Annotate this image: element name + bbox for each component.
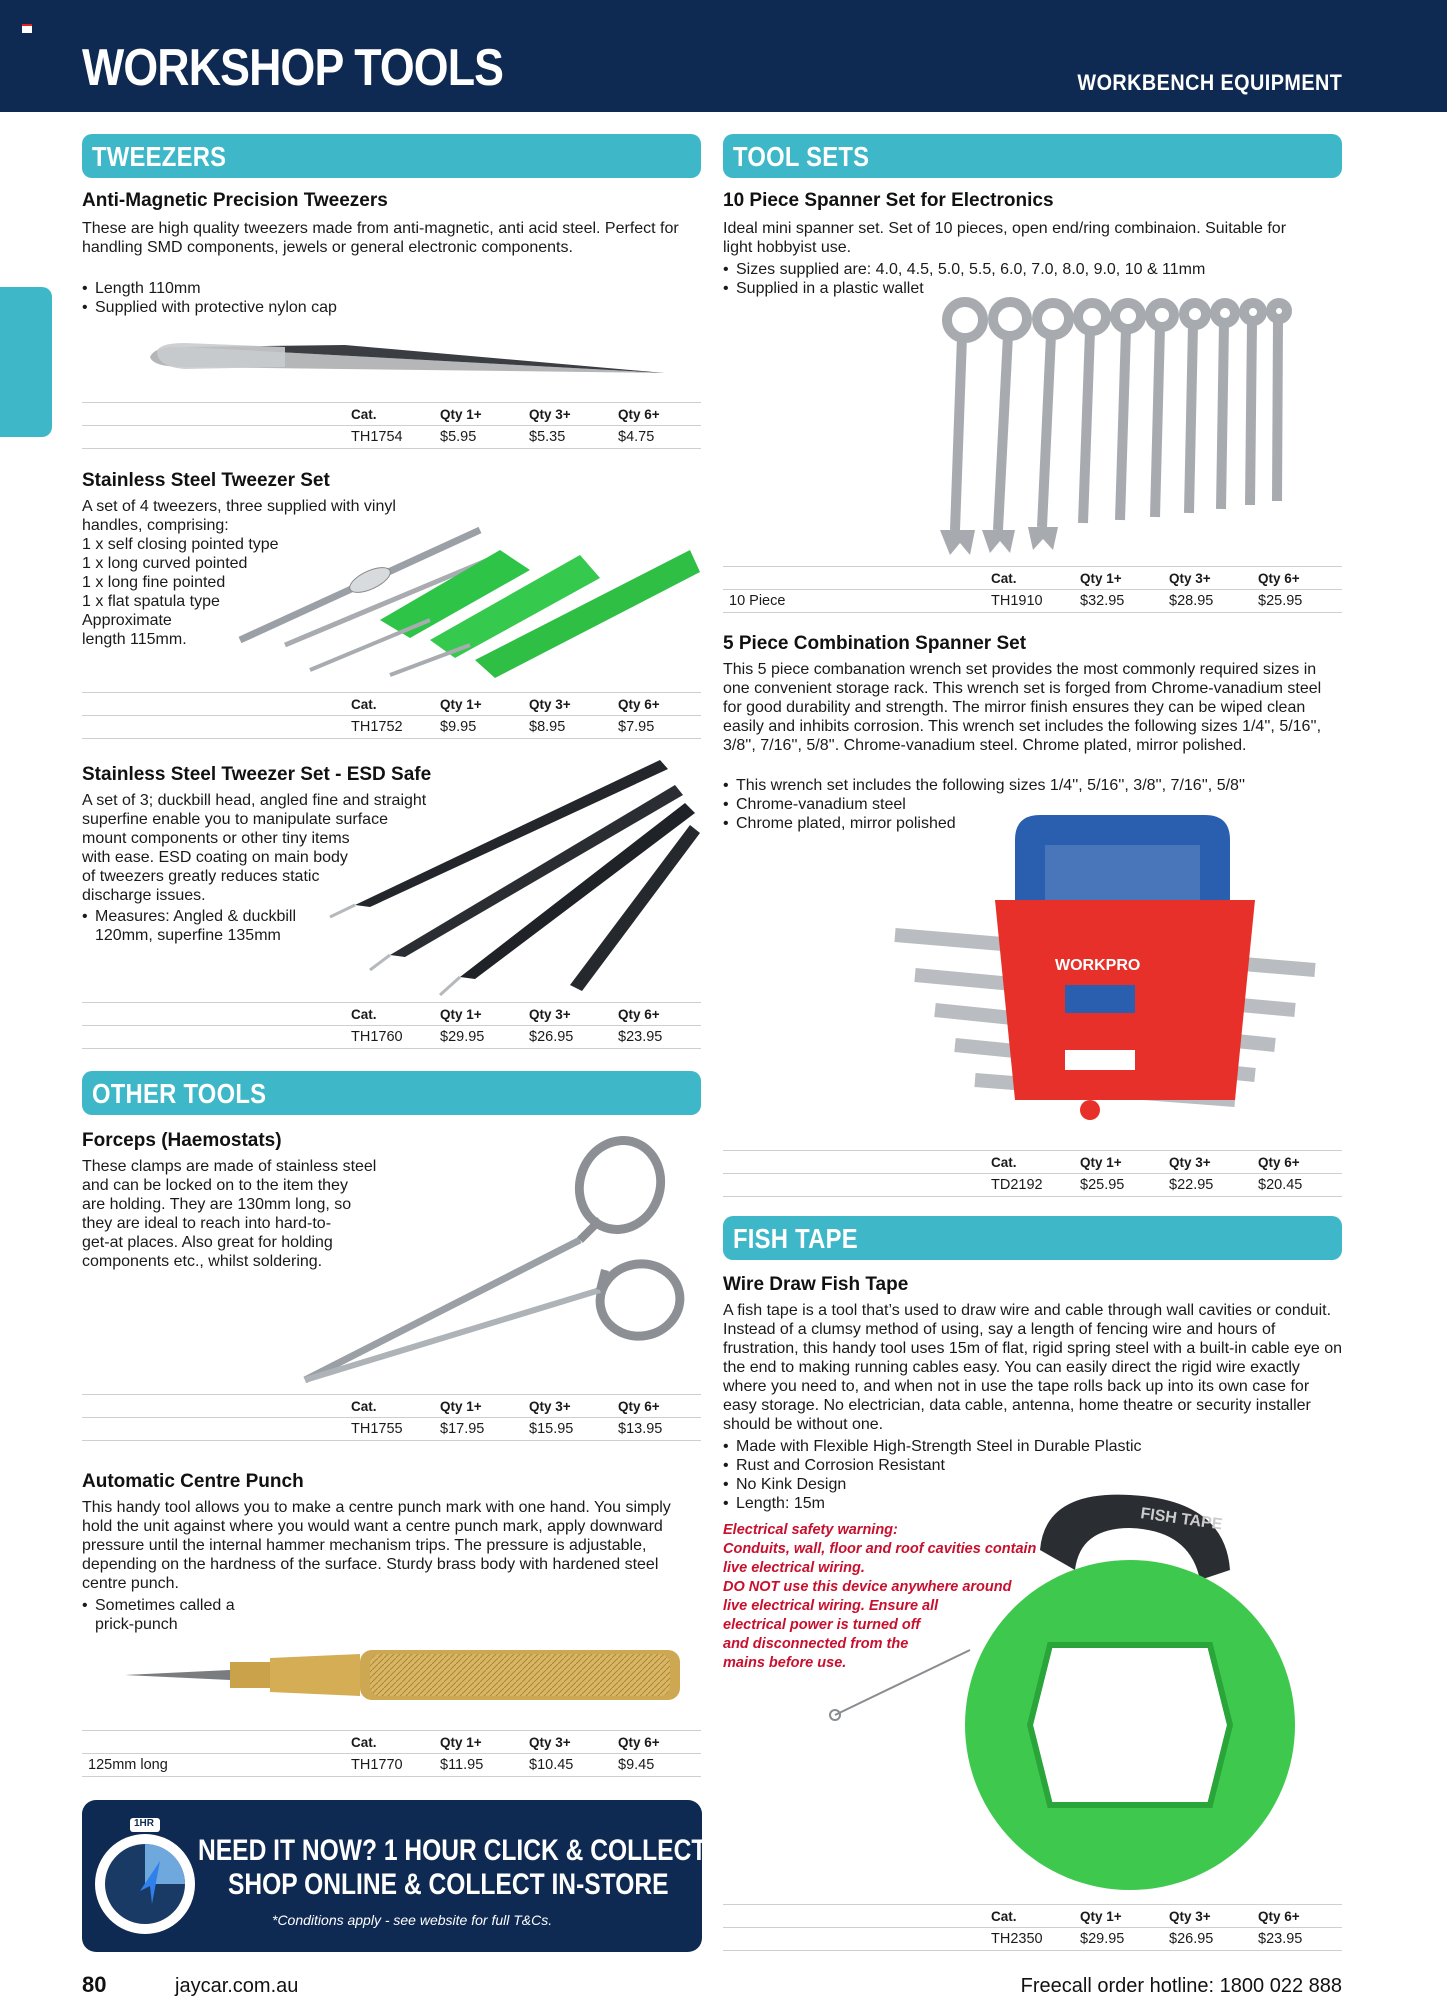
product-title-spanner5: 5 Piece Combination Spanner Set xyxy=(723,633,1027,654)
product-desc-spanner10: Ideal mini spanner set. Set of 10 pieces, open end/ring combinaion. Suitable for light hobbyist use. xyxy=(723,220,1287,256)
col-q6: Qty 6+ xyxy=(1258,570,1300,586)
bullet: • Supplied in a plastic wallet xyxy=(723,279,1343,298)
desc-line: 1 x flat spatula type xyxy=(82,593,220,610)
row-q6: $7.95 xyxy=(618,719,655,735)
bullet: • Supplied with protective nylon cap xyxy=(82,298,682,317)
col-cat: Cat. xyxy=(351,1006,377,1022)
click-collect-banner[interactable] xyxy=(82,1800,707,1952)
warning-line: mains before use. xyxy=(723,1655,847,1671)
bullet: • Sizes supplied are: 4.0, 4.5, 5.0, 5.5, 6.0, 7.0, 8.0, 9.0, 10 & 11mm xyxy=(723,260,1343,279)
tweezer-set-image xyxy=(230,510,700,680)
row-label xyxy=(82,1026,351,1049)
page-header xyxy=(0,0,1447,112)
forceps-image xyxy=(300,1130,700,1390)
product-title-forceps: Forceps (Haemostats) xyxy=(82,1130,282,1151)
row-q3: $26.95 xyxy=(529,1029,574,1045)
desc-line: with ease. ESD coating on main body xyxy=(82,849,348,866)
col-q3: Qty 3+ xyxy=(529,1006,571,1022)
side-tab-marker xyxy=(0,287,52,437)
combination-spanner-image xyxy=(875,810,1345,1130)
desc-line: discharge issues. xyxy=(82,887,206,904)
col-q6: Qty 6+ xyxy=(618,696,660,712)
tweezers-image xyxy=(145,333,685,383)
page-subtitle: WORKBENCH EQUIPMENT xyxy=(1077,70,1342,95)
badge-1hr: 1HR xyxy=(134,1818,155,1829)
table-header-row xyxy=(82,403,701,426)
product-desc-spanner5: This 5 piece combanation wrench set provides the most commonly required sizes in one convenient storage rack. This wrench set is forged from Chrome-vanadium steel for good durability and strength. The mirror finish ensures they can be wiped clean easily and inhibits corrosion. This wrench set includes the following sizes 1/4'', 5/16'', 3/8'', 7/16'', 5/8''. Chrome-vanadium steel. Chrome plated, mirror polished. xyxy=(723,661,1322,754)
fish-tape-label: FISH TAPE xyxy=(1139,1505,1224,1534)
col-q3: Qty 3+ xyxy=(1169,1908,1211,1924)
col-cat: Cat. xyxy=(351,406,377,422)
col-cat: Cat. xyxy=(991,1154,1017,1170)
col-q1: Qty 1+ xyxy=(440,1734,482,1750)
desc-line: handles, comprising: xyxy=(82,517,229,534)
esd-tweezers-image xyxy=(350,755,700,995)
promo-line2: SHOP ONLINE & COLLECT IN-STORE xyxy=(228,1868,669,1901)
desc-line: components etc., whilst soldering. xyxy=(82,1253,323,1270)
desc-line: are holding. They are 130mm long, so xyxy=(82,1196,352,1213)
stopwatch-icon xyxy=(90,1816,200,1936)
price-table-fishtape xyxy=(723,1904,1342,1951)
col-cat: Cat. xyxy=(351,1398,377,1414)
warning-line: and disconnected from the xyxy=(723,1636,909,1652)
row-q1: $29.95 xyxy=(1080,1931,1125,1947)
bullet: • Length: 15m xyxy=(723,1494,1343,1513)
row-cat: TH1755 xyxy=(351,1421,403,1437)
row-cat: TH1760 xyxy=(351,1029,403,1045)
bullet: • Length 110mm xyxy=(82,279,682,298)
table-header-row xyxy=(82,693,701,716)
col-q6: Qty 6+ xyxy=(618,1006,660,1022)
section-title: OTHER TOOLS xyxy=(92,1078,267,1109)
row-cat: TH1770 xyxy=(351,1757,403,1773)
col-cat: Cat. xyxy=(991,570,1017,586)
col-cat: Cat. xyxy=(351,696,377,712)
table-row xyxy=(82,1026,701,1049)
row-label: 125mm long xyxy=(88,1757,168,1773)
desc-line: of tweezers greatly reduces static xyxy=(82,868,320,885)
table-row xyxy=(723,590,1342,613)
row-q3: $8.95 xyxy=(529,719,566,735)
table-row xyxy=(723,1174,1342,1197)
row-q6: $23.95 xyxy=(1258,1931,1303,1947)
bullet xyxy=(82,1596,382,1634)
table-header-row xyxy=(82,1731,701,1754)
row-q6: $4.75 xyxy=(618,429,655,445)
row-cat: TH1752 xyxy=(351,719,403,735)
bullet: • Made with Flexible High-Strength Steel in Durable Plastic xyxy=(723,1437,1343,1456)
table-row xyxy=(723,1928,1342,1951)
product-desc-punch: This handy tool allows you to make a centre punch mark with one hand. You simply hold the unit against where you would want a centre punch mark, apply downward pressure until the internal hammer mechanism trips. The pressure is adjustable, depending on the hardness of the surface. Sturdy brass body with hardened steel centre punch. xyxy=(82,1499,671,1592)
bullet-line: Measures: Angled & duckbill xyxy=(95,908,296,925)
row-label xyxy=(723,1928,991,1951)
row-q1: $25.95 xyxy=(1080,1177,1125,1193)
promo-note: *Conditions apply - see website for full T&Cs. xyxy=(272,1912,553,1928)
row-cat: TH1754 xyxy=(351,429,403,445)
warning-line: DO NOT use this device anywhere around xyxy=(723,1579,1012,1595)
spanner-set-image xyxy=(940,295,1330,560)
fish-tape-image xyxy=(830,1490,1360,1910)
desc-line: and can be locked on to the item they xyxy=(82,1177,348,1194)
row-cat: TD2192 xyxy=(991,1177,1043,1193)
col-q3: Qty 3+ xyxy=(529,406,571,422)
col-q3: Qty 3+ xyxy=(529,1734,571,1750)
row-label xyxy=(723,1174,991,1197)
col-q3: Qty 3+ xyxy=(529,696,571,712)
product-bullets-spanner10 xyxy=(723,260,1343,298)
desc-line: These clamps are made of stainless steel xyxy=(82,1158,377,1175)
col-q3: Qty 3+ xyxy=(529,1398,571,1414)
row-cat: TH1910 xyxy=(991,593,1043,609)
warning-line: Conduits, wall, floor and roof cavities contain xyxy=(723,1541,1037,1557)
row-q3: $22.95 xyxy=(1169,1177,1214,1193)
desc-line: A set of 3; duckbill head, angled fine and straight xyxy=(82,792,427,809)
table-header-row xyxy=(82,1395,701,1418)
row-q1: $5.95 xyxy=(440,429,477,445)
product-title-amt: Anti-Magnetic Precision Tweezers xyxy=(82,190,388,211)
desc-line: superfine enable you to manipulate surface xyxy=(82,811,388,828)
row-q6: $9.45 xyxy=(618,1757,655,1773)
row-q1: $32.95 xyxy=(1080,593,1125,609)
centre-punch-image xyxy=(120,1640,700,1710)
page-title: WORKSHOP TOOLS xyxy=(82,39,504,97)
col-cat: Cat. xyxy=(991,1908,1017,1924)
bullet-line: Sometimes called a xyxy=(95,1597,235,1614)
bullet: • No Kink Design xyxy=(723,1475,1343,1494)
col-q1: Qty 1+ xyxy=(440,1398,482,1414)
col-q6: Qty 6+ xyxy=(618,1734,660,1750)
warning-line: live electrical wiring. Ensure all xyxy=(723,1598,939,1614)
row-q6: $23.95 xyxy=(618,1029,663,1045)
bullet-line: prick-punch xyxy=(95,1616,178,1633)
product-title-punch: Automatic Centre Punch xyxy=(82,1471,304,1492)
product-title-spanner10: 10 Piece Spanner Set for Electronics xyxy=(723,190,1054,211)
bullet: • Rust and Corrosion Resistant xyxy=(723,1456,1343,1475)
price-table-spanner10 xyxy=(723,566,1342,613)
row-q3: $15.95 xyxy=(529,1421,574,1437)
col-q6: Qty 6+ xyxy=(1258,1154,1300,1170)
product-bullets-amt xyxy=(82,279,682,317)
section-title: TOOL SETS xyxy=(733,141,870,172)
desc-line: 1 x self closing pointed type xyxy=(82,536,279,553)
section-fish-tape xyxy=(723,1216,1342,1260)
row-q6: $13.95 xyxy=(618,1421,663,1437)
product-desc-amt: These are high quality tweezers made from anti-magnetic, anti acid steel. Perfect for handling SMD components, jewels or general electronic components. xyxy=(82,220,679,256)
row-cat: TH2350 xyxy=(991,1931,1043,1947)
row-label: 10 Piece xyxy=(729,593,786,609)
warning-line: live electrical wiring. xyxy=(723,1560,865,1576)
row-q3: $10.45 xyxy=(529,1757,574,1773)
row-q1: $29.95 xyxy=(440,1029,485,1045)
table-header-row xyxy=(723,567,1342,590)
desc-line: 1 x long curved pointed xyxy=(82,555,248,572)
flag-icon xyxy=(22,24,32,33)
table-header-row xyxy=(723,1905,1342,1928)
warning-line: Electrical safety warning: xyxy=(723,1522,898,1538)
price-table-sst xyxy=(82,692,701,739)
desc-line: A set of 4 tweezers, three supplied with vinyl xyxy=(82,498,396,515)
col-q6: Qty 6+ xyxy=(618,1398,660,1414)
website-link[interactable]: jaycar.com.au xyxy=(175,1975,299,1997)
table-row xyxy=(82,716,701,739)
desc-line: they are ideal to reach into hard-to- xyxy=(82,1215,332,1232)
table-row xyxy=(82,1418,701,1441)
price-table-esd xyxy=(82,1002,701,1049)
table-row xyxy=(82,1754,701,1777)
table-header-row xyxy=(723,1151,1342,1174)
col-q3: Qty 3+ xyxy=(1169,570,1211,586)
price-table-forceps xyxy=(82,1394,701,1441)
desc-line: 1 x long fine pointed xyxy=(82,574,226,591)
col-q6: Qty 6+ xyxy=(1258,1908,1300,1924)
col-q1: Qty 1+ xyxy=(1080,1908,1122,1924)
row-label xyxy=(82,426,351,449)
hotline: Freecall order hotline: 1800 022 888 xyxy=(1020,1975,1342,1997)
table-header-row xyxy=(82,1003,701,1026)
product-title-sst: Stainless Steel Tweezer Set xyxy=(82,470,330,491)
row-label xyxy=(82,716,351,739)
price-table-amt xyxy=(82,402,701,449)
row-q3: $26.95 xyxy=(1169,1931,1214,1947)
col-q1: Qty 1+ xyxy=(1080,570,1122,586)
product-bullets-punch xyxy=(82,1596,382,1634)
row-q1: $17.95 xyxy=(440,1421,485,1437)
col-cat: Cat. xyxy=(351,1734,377,1750)
bullet-line: 120mm, superfine 135mm xyxy=(95,927,281,944)
desc-line: Approximate xyxy=(82,612,172,629)
col-q1: Qty 1+ xyxy=(1080,1154,1122,1170)
price-table-spanner5 xyxy=(723,1150,1342,1197)
section-tweezers xyxy=(82,134,701,178)
desc-line: get-at places. Also great for holding xyxy=(82,1234,333,1251)
row-q3: $28.95 xyxy=(1169,593,1214,609)
col-q1: Qty 1+ xyxy=(440,406,482,422)
warning-line: electrical power is turned off xyxy=(723,1617,921,1633)
row-q1: $9.95 xyxy=(440,719,477,735)
table-row xyxy=(82,426,701,449)
section-other-tools xyxy=(82,1071,701,1115)
section-tool-sets xyxy=(723,134,1342,178)
row-q3: $5.35 xyxy=(529,429,566,445)
col-q3: Qty 3+ xyxy=(1169,1154,1211,1170)
row-q6: $20.45 xyxy=(1258,1177,1303,1193)
col-q1: Qty 1+ xyxy=(440,696,482,712)
promo-line1: NEED IT NOW? 1 HOUR CLICK & COLLECT xyxy=(198,1834,707,1867)
product-desc-fishtape: A fish tape is a tool that’s used to draw wire and cable through wall cavities or conduit. Instead of a clumsy method of using, say a length of fencing wire and hours of frustration, this handy tool uses 15m of flat, rigid spring steel with a built-in cable eye on the end to making running cables easy. You can easily direct the rigid wire exactly where you need to, and when not in use the tape rolls back up into its own case for easy storage. No electrician, data cable, antenna, home theatre or security installer should be without one. xyxy=(723,1302,1342,1433)
col-q6: Qty 6+ xyxy=(618,406,660,422)
workpro-logo: WORKPRO xyxy=(1055,957,1141,974)
col-q1: Qty 1+ xyxy=(440,1006,482,1022)
desc-line: mount components or other tiny items xyxy=(82,830,350,847)
bullet: • This wrench set includes the following sizes 1/4'', 5/16'', 3/8'', 7/16'', 5/8'' xyxy=(723,776,1343,795)
product-title-fishtape: Wire Draw Fish Tape xyxy=(723,1274,909,1295)
row-label xyxy=(82,1418,351,1441)
price-table-punch xyxy=(82,1730,701,1777)
desc-line: length 115mm. xyxy=(82,631,187,648)
page-number: 80 xyxy=(82,1972,107,1997)
section-title: FISH TAPE xyxy=(733,1223,858,1254)
bullet: • Chrome plated, mirror polished xyxy=(723,814,1343,833)
row-q1: $11.95 xyxy=(440,1757,484,1773)
section-title: TWEEZERS xyxy=(92,141,227,172)
row-q6: $25.95 xyxy=(1258,593,1303,609)
product-title-esd: Stainless Steel Tweezer Set - ESD Safe xyxy=(82,764,432,785)
bullet: • Chrome-vanadium steel xyxy=(723,795,1343,814)
